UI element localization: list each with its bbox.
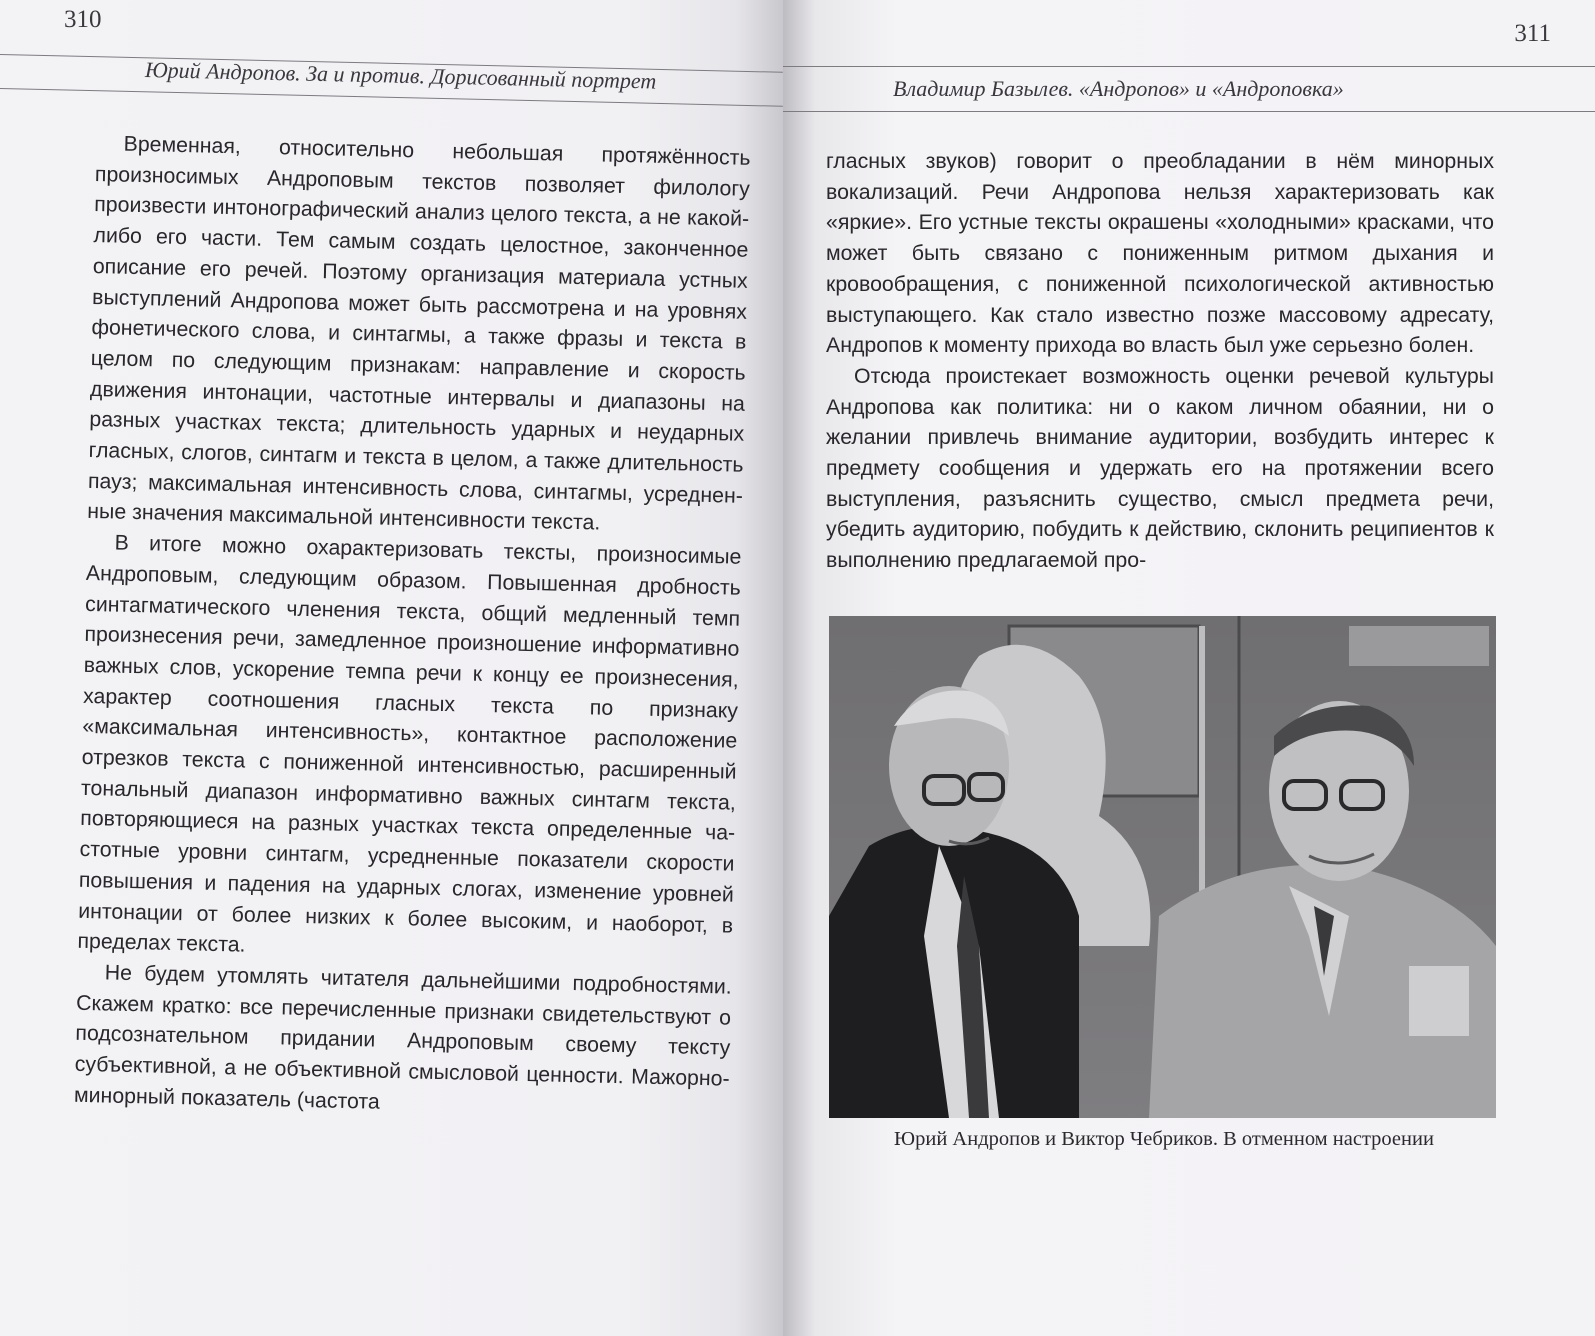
running-head-left: Юрий Андропов. За и против. Дорисованный портрет (144, 57, 657, 94)
running-head-right: Владимир Базылев. «Андропов» и «Андроповка» (893, 76, 1344, 101)
paragraph: Отсюда проистекает возможность оценки речевой культуры Андропова как политика: ни о каком личном обаянии, ни о желании привлечь внимание аудитории, возбудить интерес к предмету сообщения и удержать его на протяжении всего выступления, разъяснить существо, смысл предмета речи, убедить аудиторию, побудить к действию, склонить реципиентов к выполнению предлагаемой про- (826, 363, 1494, 573)
photo-caption: Юрий Андропов и Виктор Чебриков. В отменном настроении (894, 1128, 1434, 1150)
paragraph: В итоге можно охарактеризовать тексты, произносимые Андроповым, следующим образом. Повышенная дробность синтагматического членения текста, общий медленный темп произнесения речи, замедленное произношение информативно важных слов, ускорение темпа речи к концу ее произнесения, характер соотношения гласных текста по признаку «максимальная интенсивность», контактное расположение отрезков текста с пониженной интенсивностью, расширенный тональный диапазон информативно важных синтагм текста, повторяющиеся на разных участках текста определенные частотные уровни синтагм, усредненные показатели скорости повышения и падения на ударных слогах, изменение уровней интонации от более низких к более высоким, и наоборот, в пределах текста. (77, 530, 742, 957)
header-rule-bottom (783, 111, 1595, 112)
right-page (783, 0, 1595, 1336)
body-text-right (826, 146, 1494, 576)
paragraph: Не будем утомлять читателя дальнейшими подробностями. Скажем кратко: все перечисленные признаки свидетельствуют о подсознательном придании Андроповым своему тексту субъективной, а не объективной смысловой ценности. Мажорно-минорный показатель (частота (73, 960, 732, 1114)
paragraph: Временная, относительно небольшая протяжённость произносимых Андроповым текстов позволяет филологу произвести интонографический анализ целого текста, а не какой-либо его части. Тем самым создать целостное, законченное описание его речей. Поэтому организация материала устных выступлений Андропова может быть рассмотрена и на уровнях фонетического слова, и синтагмы, а также фразы и текста в целом по следующим признакам: направление и скорость движения интонации, частотные интервалы и диапазоны на разных участках текста; длительность ударных и неударных гласных, слогов, синтагм и текста в целом, а также длительность пауз; максимальная интенсивность слова, синтагмы, усредненные значения максимальной интенсивности текста. (87, 131, 751, 535)
left-page (0, 0, 783, 1336)
page-number-left: 310 (64, 6, 102, 33)
photograph (829, 616, 1496, 1118)
photo-illustration (829, 616, 1496, 1118)
header-rule-top (783, 66, 1595, 67)
page-number-right: 311 (1514, 20, 1551, 47)
body-text-left (74, 128, 751, 1125)
paragraph: гласных звуков) говорит о преобладании в нём минорных вокализаций. Речи Андропова нельзя характеризовать как «яркие». Его устные тексты окрашены «холодными» красками, что может быть связано с пониженным ритмом дыхания и кровообращения, с пониженной психологической активностью выступающего. Как стало известно позже массовому адресату, Андропов к моменту прихода во власть был уже серьезно болен. (826, 149, 1494, 358)
header-rule-bottom (0, 88, 783, 107)
